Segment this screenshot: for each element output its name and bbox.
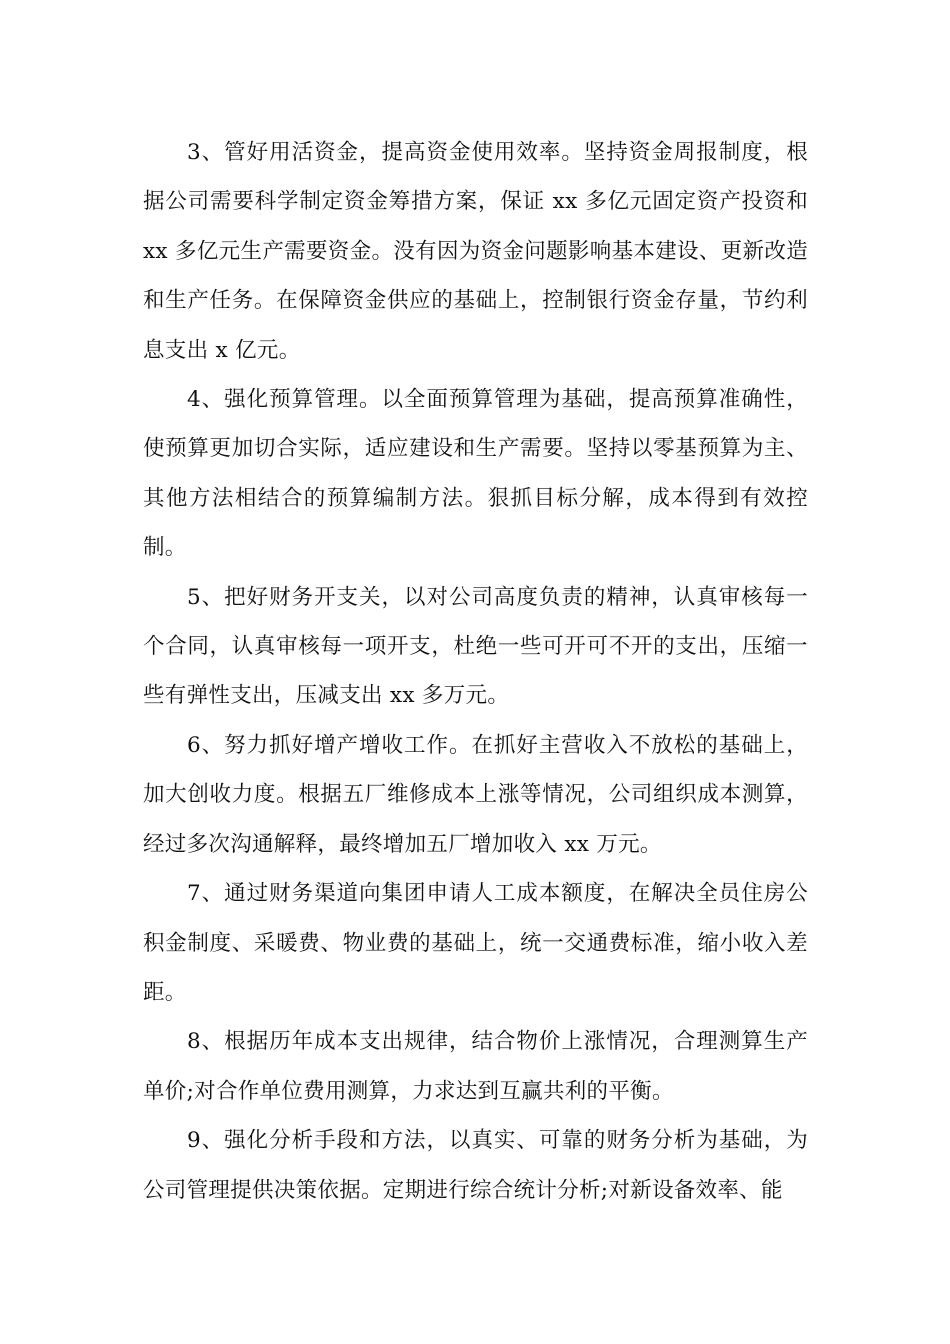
paragraph-7: 7、通过财务渠道向集团申请人工成本额度，在解决全员住房公积金制度、采暖费、物业费的基础上，统一交通费标准，缩小收入差距。 [143,881,808,1005]
paragraph-3: 3、管好用活资金，提高资金使用效率。坚持资金周报制度，根据公司需要科学制定资金筹措方案，保证 xx 多亿元固定资产投资和 xx 多亿元生产需要资金。没有因为资金问题影响基本建设、更新改造和生产任务。在保障资金供应的基础上，控制银行资金存量，节约利息支出 x 亿元。 [143,140,808,363]
paragraph-6: 6、努力抓好增产增收工作。在抓好主营收入不放松的基础上，加大创收力度。根据五厂维修成本上涨等情况，公司组织成本测算，经过多次沟通解释，最终增加五厂增加收入 xx 万元。 [143,732,808,857]
paragraph-5: 5、把好财务开支关，以对公司高度负责的精神，认真审核每一个合同，认真审核每一项开支，杜绝一些可开可不开的支出，压缩一些有弹性支出，压减支出 xx 多万元。 [143,584,808,709]
document-body [143,128,808,1215]
paragraph-4: 4、强化预算管理。以全面预算管理为基础，提高预算准确性，使预算更加切合实际，适应建设和生产需要。坚持以零基预算为主、其他方法相结合的预算编制方法。狠抓目标分解，成本得到有效控制。 [143,387,808,561]
paragraph-9: 9、强化分析手段和方法，以真实、可靠的财务分析为基础，为公司管理提供决策依据。定期进行综合统计分析;对新设备效率、能 [143,1128,808,1203]
paragraph-8: 8、根据历年成本支出规律，结合物价上涨情况，合理测算生产单价;对合作单位费用测算，力求达到互赢共利的平衡。 [143,1029,808,1104]
